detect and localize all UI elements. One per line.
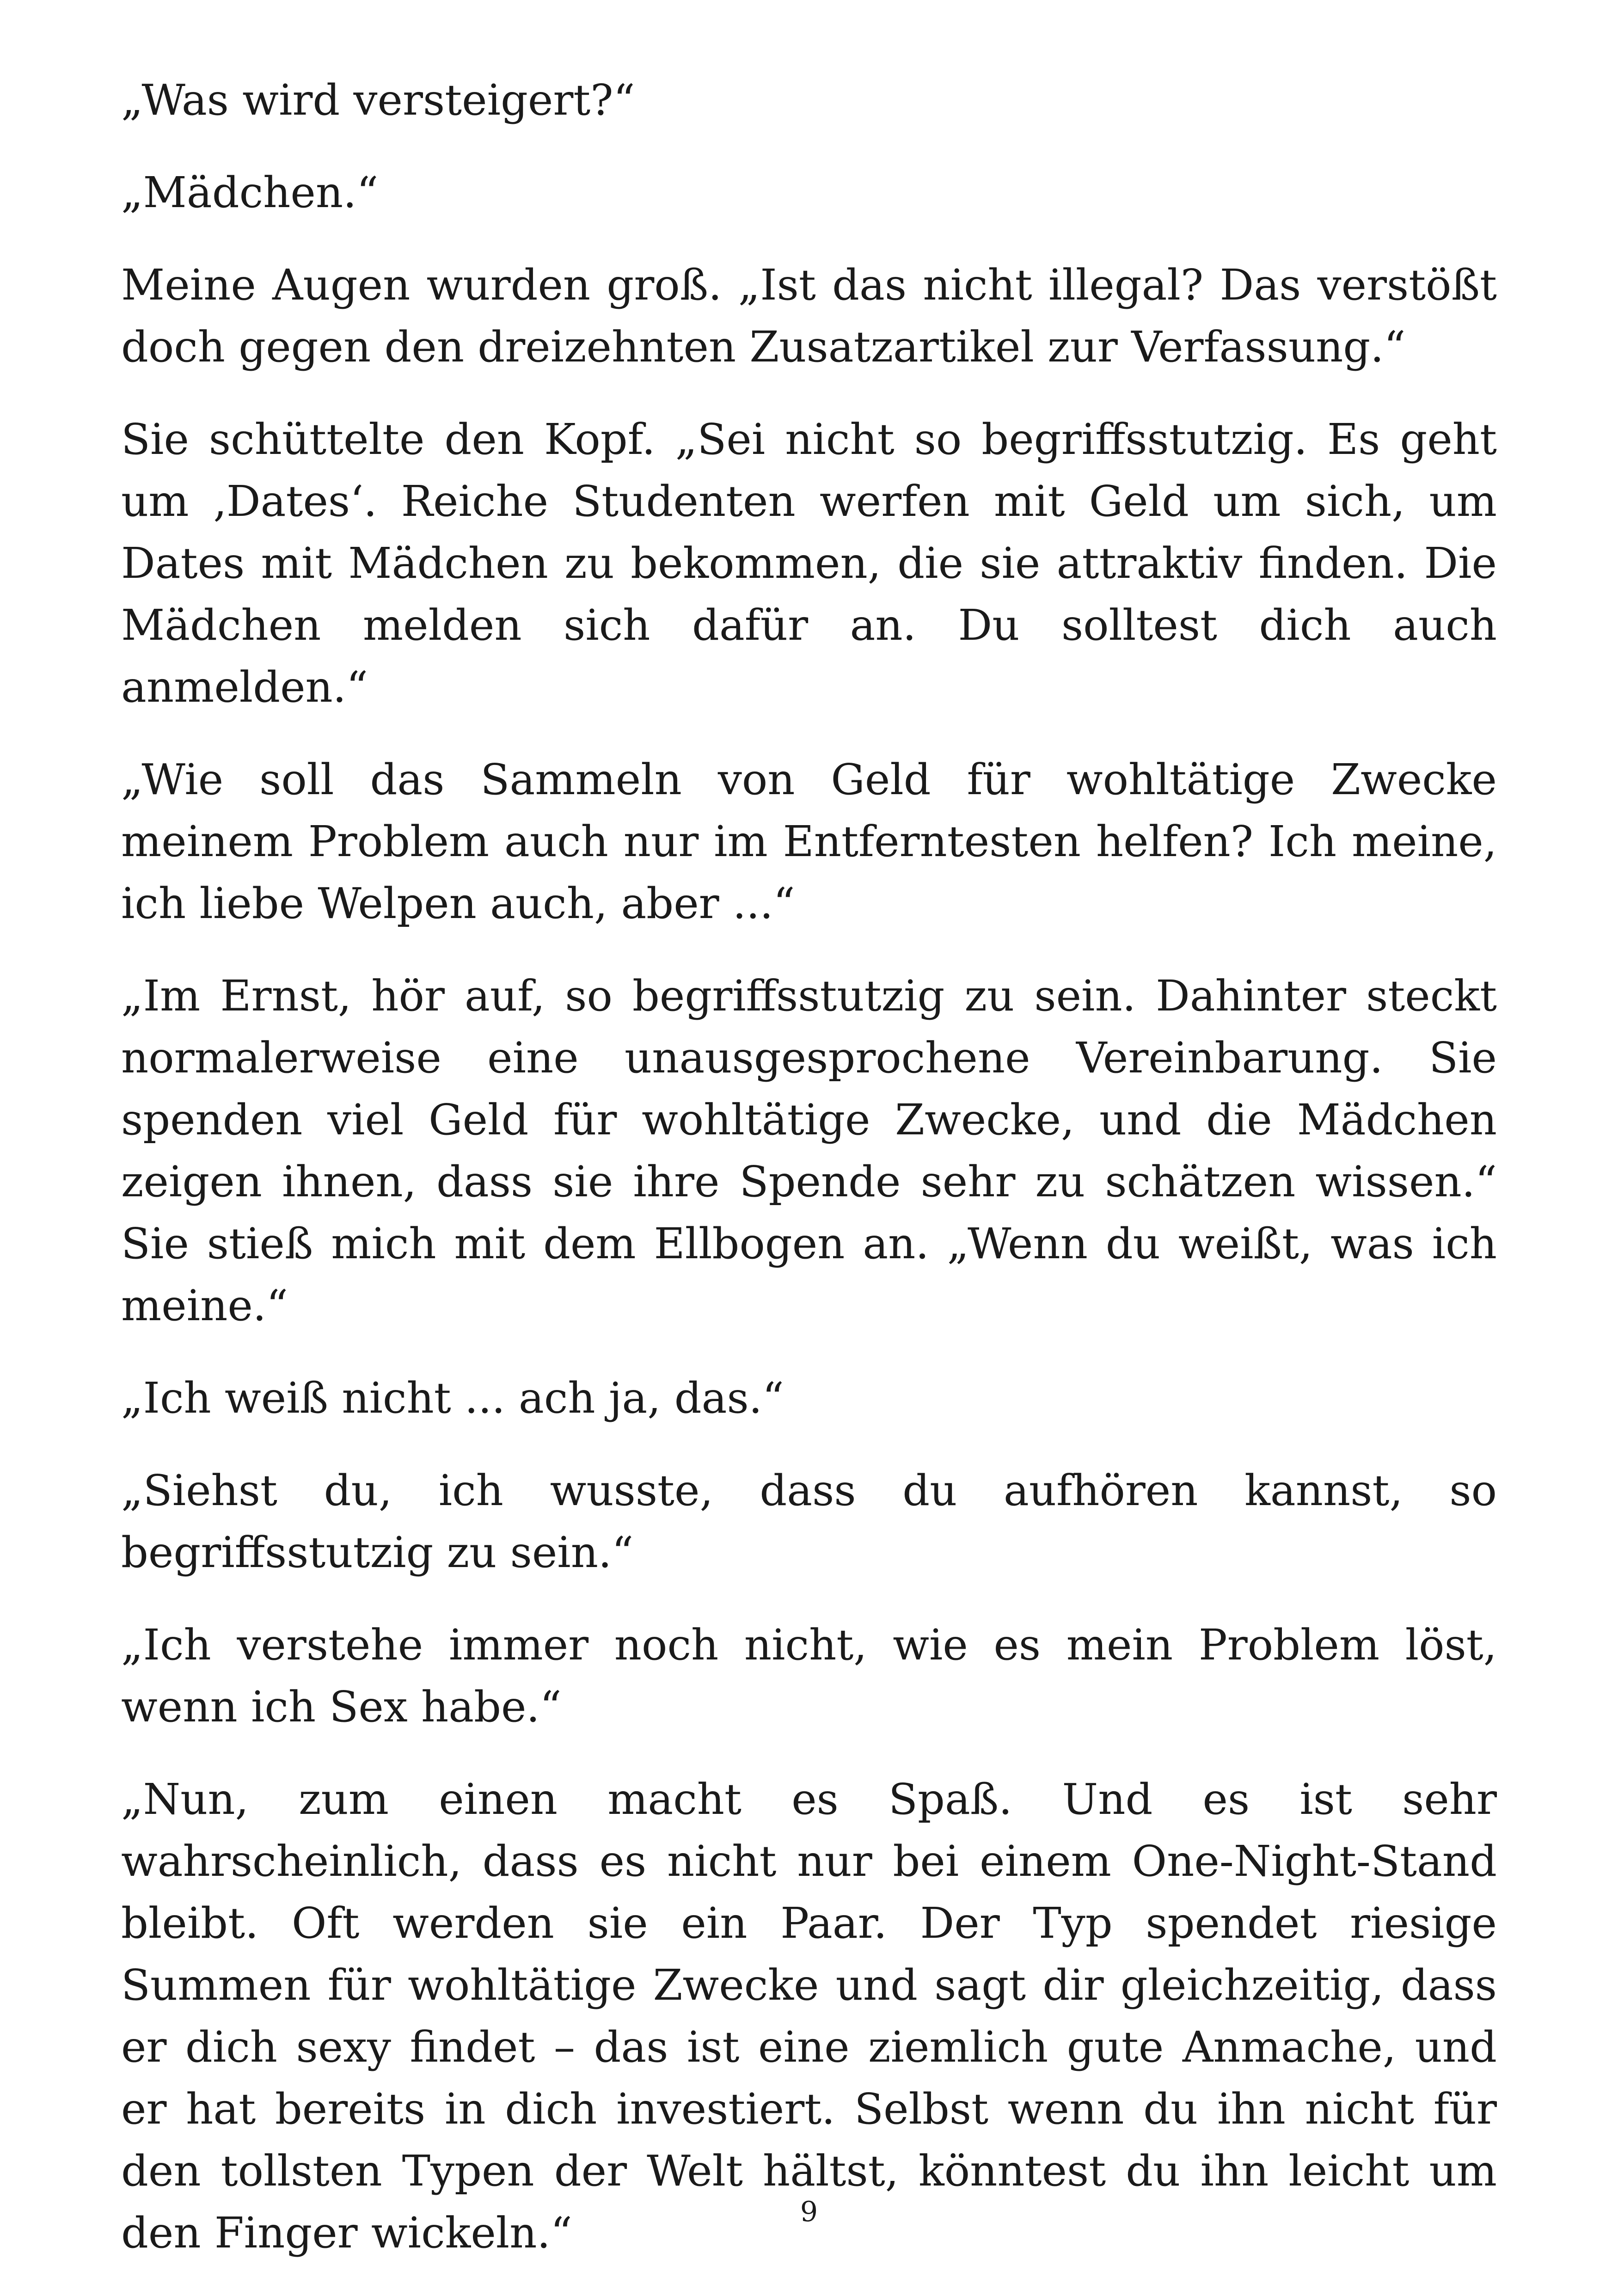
paragraph: „Im Ernst, hör auf, so begriffsstutzig zu sein. Dahinter steckt normalerweise eine unausgesprochene Vereinbarung. Sie spenden viel Geld für wohltätige Zwecke, und die Mädchen zeigen ihnen, dass sie ihre Spende sehr zu schätzen wissen.“ Sie stieß mich mit dem Ellbogen an. „Wenn du weißt, was ich meine.“ xyxy=(121,971,1497,1330)
paragraph: „Siehst du, ich wusste, dass du aufhören kannst, so begriffsstutzig zu sein.“ xyxy=(121,1466,1497,1577)
page-body-text xyxy=(121,69,1497,2295)
paragraph: „Was wird versteigert?“ xyxy=(121,75,635,125)
paragraph: „Wie soll das Sammeln von Geld für wohltätige Zwecke meinem Problem auch nur im Entferntesten helfen? Ich meine, ich liebe Welpen auch, aber ...“ xyxy=(121,755,1497,928)
paragraph: „Mädchen.“ xyxy=(121,168,379,217)
page-number: 9 xyxy=(800,2196,818,2228)
paragraph: „Nun, zum einen macht es Spaß. Und es ist sehr wahrscheinlich, dass es nicht nur bei einem One-Night-Stand bleibt. Oft werden sie ein Paar. Der Typ spendet riesige Summen für wohltätige Zwecke und sagt dir gleichzeitig, dass er dich sexy findet – das ist eine ziemlich gute Anmache, und er hat bereits in dich investiert. Selbst wenn du ihn nicht für den tollsten Typen der Welt hältst, könntest du ihn leicht um den Finger wickeln.“ xyxy=(121,1775,1497,2258)
paragraph: Meine Augen wurden groß. „Ist das nicht illegal? Das verstößt doch gegen den dreizehnten Zusatzartikel zur Verfassung.“ xyxy=(121,260,1497,372)
paragraph: „Ich verstehe immer noch nicht, wie es mein Problem löst, wenn ich Sex habe.“ xyxy=(121,1620,1497,1732)
paragraph: „Ich weiß nicht ... ach ja, das.“ xyxy=(121,1373,784,1423)
paragraph: Sie schüttelte den Kopf. „Sei nicht so begriffsstutzig. Es geht um ‚Dates‘. Reiche Studenten werfen mit Geld um sich, um Dates mit Mädchen zu bekommen, die sie attraktiv finden. Die Mädchen melden sich dafür an. Du solltest dich auch anmelden.“ xyxy=(121,415,1497,712)
